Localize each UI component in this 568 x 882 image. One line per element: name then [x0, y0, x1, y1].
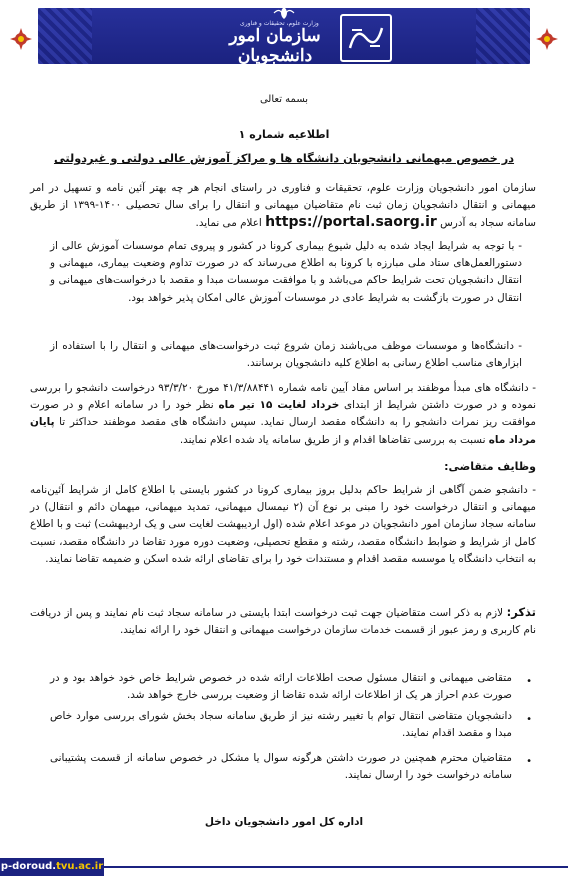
- p3-date-range: خرداد لغایت ۱۵ تیر ماه: [218, 399, 340, 412]
- paragraph-origin-university: [30, 380, 536, 449]
- bullet-item-responsibility: متقاضی میهمانی و انتقال مسئول صحت اطلاعات ارائه شده در خصوص شرایط خاص خود خواهد بود و در صورت عدم احراز هر یک از اطلاعات ارائه شده تقاضا از وضعیت بررسی خارج خواهد شد.: [50, 672, 512, 702]
- site-accent: tvu.ac.ir: [56, 861, 104, 872]
- banner-subtitle: وزارت علوم، تحقیقات و فناوری: [240, 20, 319, 27]
- p3-before: - دانشگاه های مبدأ موظفند بر اساس مفاد آیین نامه شماره ۴۱/۳/۸۸۴۴۱ مورخ ۹۳/۳/۲۰ درخواست دانشجو را بررسی نموده و در صورت داشتن شرایط از ابتدای: [30, 382, 536, 412]
- footer-divider: [104, 866, 568, 868]
- notice-title: در خصوص میهمانی دانشجویان دانشگاه ها و مراکز آموزش عالی دولتی و غیردولتی: [53, 152, 515, 165]
- note-paragraph: [30, 604, 536, 639]
- paragraph-corona: - با توجه به شرایط ایجاد شده به دلیل شیوع بیماری کرونا در کشور و پیروی تمام موسسات آموزش عالی از دستورالعمل‌های ستاد ملی مبارزه با کرونا به اطلاع می‌رساند که در صورت تداوم وضعیت بیماری، میهمانی و انتقال دانشجویان تحت شرایط حاکم می‌باشد و با موافقت موسسات مبدا و مقصد با درخواست‌های میهمانی و انتقال در صورت بازگشت به شرایط عادی در موسسات آموزش عالی امکان پذیر خواهد بود.: [50, 240, 522, 304]
- p3-after: نسبت به بررسی تقاضاها اقدام و از طریق سامانه یاد شده اعلام نمایند.: [179, 433, 486, 446]
- bullet-icon: •: [526, 756, 532, 767]
- site-prefix: p-doroud.: [0, 861, 57, 872]
- intro-text: سازمان امور دانشجویان وزارت علوم، تحقیقات و فناوری در راستای انجام هر چه بهتر آئین نامه و تسهیل در امر میهمانی و انتقال دانشجویان زمان ثبت نام متقاضیان میهمانی و انتقال را برای سال تحصیلی ۱۴۰۰-۱۳۹۹ از طریق سامانه سجاد به آدرس: [30, 182, 536, 230]
- paragraph-announcement: - دانشگاه‌ها و موسسات موظف می‌باشند زمان شروع ثبت درخواست‌های میهمانی و انتقال را با استفاده از ابزارهای مناسب اطلاع رسانی به اطلاع کلیه دانشجویان برسانند.: [50, 340, 522, 370]
- bullet-item-field-change: دانشجویان متقاضی انتقال توام با تغییر رشته نیز از طریق سامانه سجاد بخش شورای بررسی موارد خاص مبدا و مقصد اقدام نمایند.: [50, 710, 512, 740]
- notice-number: اطلاعیه شماره ۱: [238, 128, 330, 141]
- intro-tail: اعلام می نماید.: [195, 217, 262, 230]
- site-watermark: [0, 858, 104, 876]
- invocation: بسمه تعالی: [259, 94, 309, 105]
- bullet-icon: •: [526, 714, 532, 725]
- intro-paragraph: [30, 180, 536, 233]
- signature: اداره کل امور دانشجویان داخل: [204, 816, 364, 828]
- note-text: لازم به ذکر است متقاضیان جهت ثبت درخواست ابتدا بایستی در سامانه سجاد ثبت نام نمایند و پس از دریافت نام کاربری و رمز عبور از قسمت خدمات سازمان درخواست میهمانی و انتقال خود را ارائه نمایند.: [30, 607, 536, 637]
- p3-deadline: پایان مرداد ماه: [30, 416, 536, 446]
- p3-middle: نظر خود را در سامانه اعلام و در صورت موافقت ریز نمرات دانشجو را به دانشگاه مقصد ارسال نماید. سپس دانشگاه های مقصد موظفند حداکثر تا: [30, 399, 536, 429]
- org-name: سازمان امور دانشجویان: [229, 26, 321, 66]
- note-label: تذکر:: [506, 605, 536, 619]
- bullet-item-support: متقاضیان محترم همچنین در صورت داشتن هرگونه سوال یا مشکل در خصوص سامانه از قسمت پشتیبانی سامانه درخواست خود را ارسال نمایند.: [50, 752, 512, 782]
- duties-heading: وظایف متقاضی:: [444, 460, 536, 473]
- bullet-icon: •: [526, 676, 532, 687]
- portal-link[interactable]: https://portal.saorg.ir: [265, 214, 437, 231]
- duties-paragraph: - دانشجو ضمن آگاهی از شرایط حاکم بدلیل بروز بیماری کرونا در کشور بایستی با اطلاع کامل از شرایط آئین‌نامه میهمانی و انتقال درخواست خود را مبنی بر نوع آن (۲ نیمسال میهمانی، تمدید میهمانی، میهمان دائم و انتقال) در سامانه سجاد سازمان امور دانشجویان در موعد اعلام شده (اول اردیبهشت لغایت سی و یک اردیبهشت) ثبت و با اطلاع کامل از شرایط و ضوابط دانشگاه مقصد، رشته و مقطع تحصیلی، وضعیت دوره مورد تقاضا در دانشگاه مقصد، نسبت به انتخاب دانشگاه یا موسسه مقصد اقدام و مستندات خود را برای تقاضای ارائه شده اسکن و ضمیمه تقاضا نمایند.: [30, 484, 536, 565]
